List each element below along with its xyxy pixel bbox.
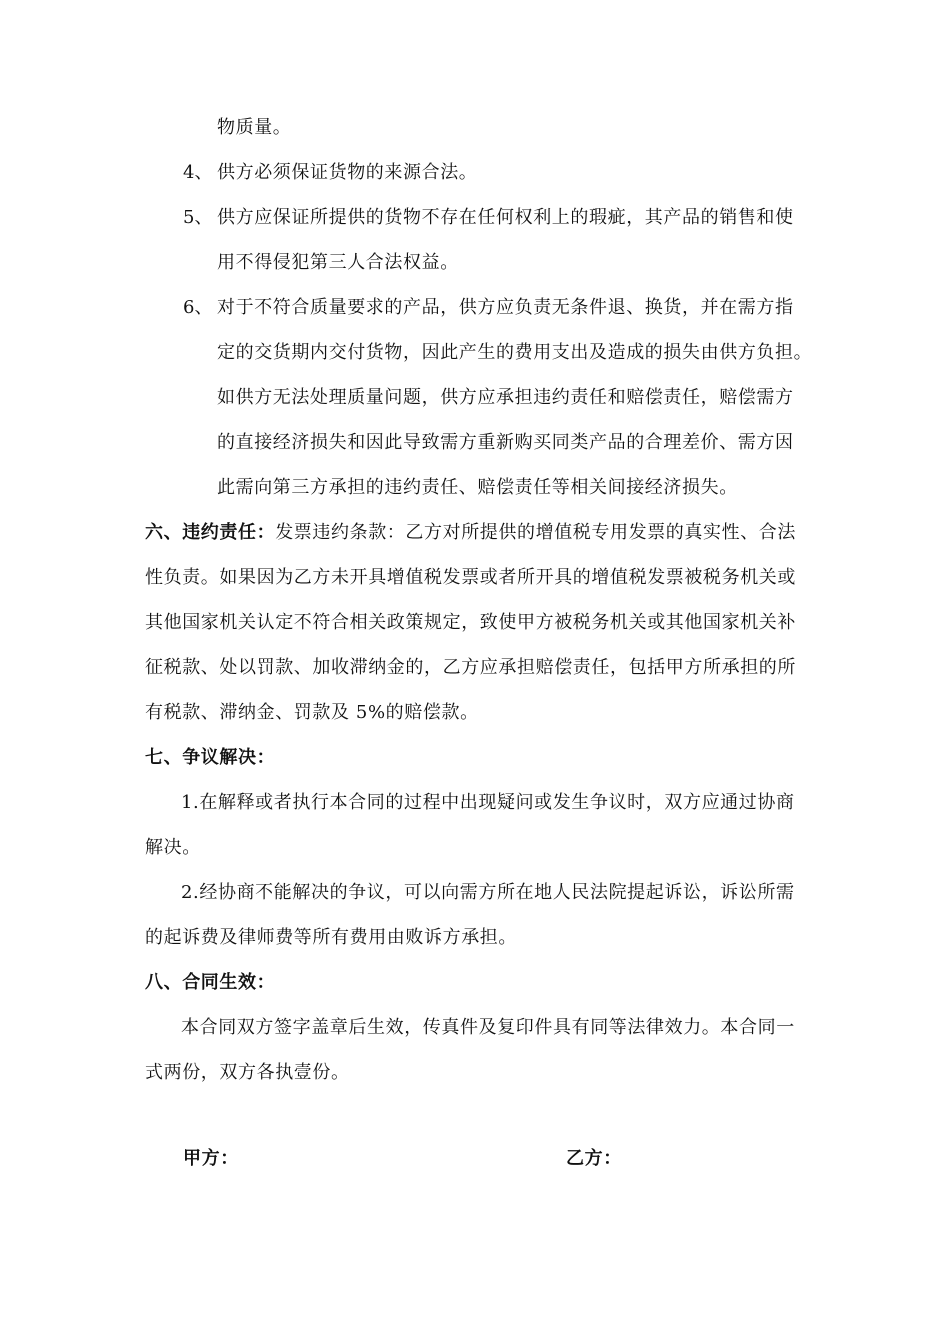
- section-text: 发票违约条款：乙方对所提供的增值税专用发票的真实性、合法: [275, 522, 796, 543]
- item-text: 供方应保证所提供的货物不存在任何权利上的瑕疵，其产品的销售和使: [217, 207, 794, 228]
- item-text: 如供方无法处理质量问题，供方应承担违约责任和赔偿责任，赔偿需方: [217, 387, 794, 408]
- section-heading: 六、违约责任：: [145, 522, 276, 543]
- item-text: 的直接经济损失和因此导致需方重新购买同类产品的合理差价、需方因: [217, 432, 794, 453]
- paragraph-text: 1.在解释或者执行本合同的过程中出现疑问或发生争议时，双方应通过协商: [181, 792, 795, 813]
- section-text: 其他国家机关认定不符合相关政策规定，致使甲方被税务机关或其他国家机关补: [145, 612, 796, 633]
- item-text: 用不得侵犯第三人合法权益。: [217, 252, 459, 273]
- item-text: 对于不符合质量要求的产品，供方应负责无条件退、换货，并在需方指: [217, 297, 794, 318]
- item-text: 供方必须保证货物的来源合法。: [217, 162, 478, 183]
- paragraph-text: 式两份，双方各执壹份。: [145, 1062, 350, 1083]
- section-heading: 七、争议解决：: [145, 747, 276, 768]
- party-b-signature-label: 乙方：: [566, 1148, 622, 1169]
- paragraph-text: 本合同双方签字盖章后生效，传真件及复印件具有同等法律效力。本合同一: [181, 1017, 795, 1038]
- item-number: 4、: [183, 162, 213, 183]
- section-text: 征税款、处以罚款、加收滞纳金的，乙方应承担赔偿责任，包括甲方所承担的所: [145, 657, 796, 678]
- item-text: 定的交货期内交付货物，因此产生的费用支出及造成的损失由供方负担。: [217, 342, 813, 363]
- section-text: 有税款、滞纳金、罚款及 5%的赔偿款。: [145, 702, 479, 723]
- paragraph-text: 2.经协商不能解决的争议，可以向需方所在地人民法院提起诉讼，诉讼所需: [181, 882, 795, 903]
- paragraph-text: 解决。: [145, 837, 201, 858]
- item-text: 此需向第三方承担的违约责任、赔偿责任等相关间接经济损失。: [217, 477, 738, 498]
- section-text: 性负责。如果因为乙方未开具增值税发票或者所开具的增值税发票被税务机关或: [145, 567, 796, 588]
- section-6-first-line: [145, 521, 796, 545]
- paragraph-text: 的起诉费及律师费等所有费用由败诉方承担。: [145, 927, 517, 948]
- item-number: 5、: [183, 207, 213, 228]
- party-a-signature-label: 甲方：: [183, 1148, 239, 1169]
- section-heading: 八、合同生效：: [145, 972, 276, 993]
- item-3-continuation: 物质量。: [217, 117, 292, 138]
- item-number: 6、: [183, 297, 213, 318]
